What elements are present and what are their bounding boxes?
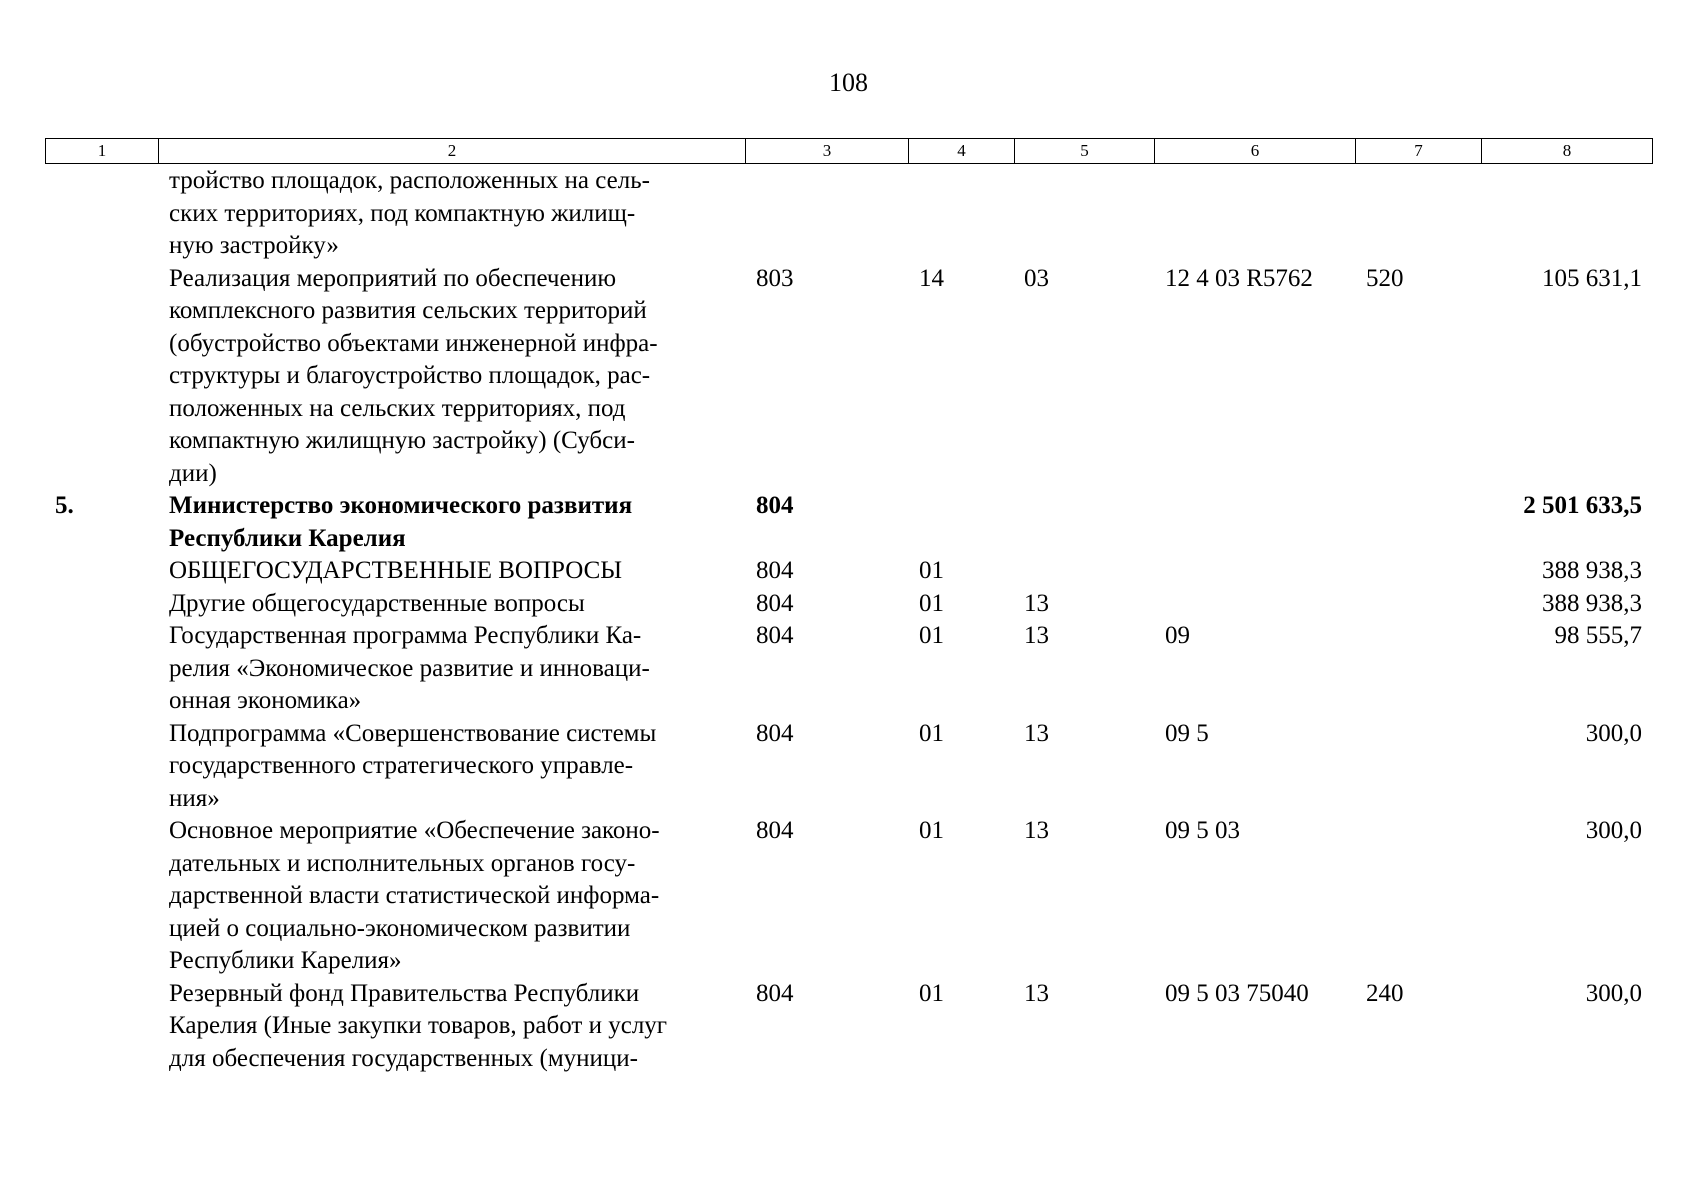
row-number: 5.: [55, 492, 74, 519]
section-code: [908, 490, 1014, 555]
amount: 388 938,3: [1542, 589, 1642, 617]
budget-table-body: [45, 165, 1652, 1075]
column-number-header: [45, 138, 1653, 164]
ministry-code: 803: [756, 264, 794, 292]
row-number: [45, 718, 158, 816]
ministry-code: [745, 165, 908, 263]
subsection-code: 13: [1024, 719, 1049, 747]
ministry-code: 804: [756, 817, 794, 844]
row-number: [45, 165, 158, 263]
expense-type-code: [1355, 165, 1481, 263]
header-cell: 4: [909, 139, 1015, 164]
table-row: [45, 718, 1652, 816]
target-article-code: [1154, 588, 1355, 621]
row-number: [45, 978, 158, 1076]
ministry-code: 804: [756, 979, 794, 1007]
ministry-code: 804: [756, 622, 794, 649]
item-name-line: Карелия (Иные закупки товаров, работ и услуг: [169, 1012, 668, 1039]
expense-type-code: 240: [1366, 979, 1404, 1007]
target-article-code: 09 5: [1165, 719, 1209, 747]
item-name-line: структуры и благоустройство площадок, рас-: [169, 362, 651, 389]
header-cell: 1: [46, 139, 159, 164]
item-name-line: компактную жилищную застройку) (Субси-: [169, 427, 635, 454]
amount: 2 501 633,5: [1523, 492, 1642, 519]
item-name-line: ОБЩЕГОСУДАРСТВЕННЫЕ ВОПРОСЫ: [169, 557, 623, 584]
ministry-code: 804: [756, 589, 794, 617]
subsection-code: 03: [1024, 264, 1049, 292]
item-name-line: комплексного развития сельских территорий: [169, 297, 647, 324]
table-row: [45, 620, 1652, 718]
section-code: 14: [919, 264, 944, 292]
header-cell: 7: [1356, 139, 1482, 164]
subsection-code: [1014, 555, 1154, 588]
section-code: 01: [919, 589, 944, 617]
item-name-line: государственного стратегического управле-: [169, 752, 634, 779]
item-name-line: дарственной власти статистической информа-: [169, 882, 660, 909]
item-name-line: дательных и исполнительных органов госу-: [169, 849, 636, 877]
target-article-code: 09 5 03: [1165, 817, 1240, 844]
item-name-line: Резервный фонд Правительства Республики: [169, 979, 640, 1007]
item-name-line: тройство площадок, расположенных на сель-: [169, 167, 650, 194]
expense-type-code: 520: [1366, 264, 1404, 292]
item-name-line: Республики Карелия»: [169, 947, 402, 974]
item-name-line: положенных на сельских территориях, под: [169, 394, 626, 422]
item-name: [158, 263, 745, 491]
header-cell: 3: [746, 139, 909, 164]
item-name: [158, 588, 745, 621]
section-code: 01: [919, 719, 944, 747]
amount: 105 631,1: [1542, 264, 1642, 292]
target-article-code: 09 5 03 75040: [1165, 979, 1309, 1007]
item-name-line: цией о социально-экономическом развитии: [169, 914, 631, 942]
row-number: [45, 620, 158, 718]
expense-type-code: [1355, 815, 1481, 978]
section-code: 01: [919, 979, 944, 1007]
item-name: [158, 490, 745, 555]
target-article-code: 09: [1165, 622, 1190, 649]
ministry-code: 804: [756, 719, 794, 747]
item-name-line: онная экономика»: [169, 687, 362, 714]
item-name-line: Основное мероприятие «Обеспечение законо-: [169, 817, 660, 844]
item-name: [158, 718, 745, 816]
item-name-line: (обустройство объектами инженерной инфра-: [169, 329, 658, 357]
table-row: [45, 263, 1652, 491]
item-name-line: ских территориях, под компактную жилищ-: [169, 199, 636, 227]
subsection-code: 13: [1024, 979, 1049, 1007]
target-article-code: [1154, 165, 1355, 263]
item-name: [158, 620, 745, 718]
target-article-code: [1154, 490, 1355, 555]
amount: 300,0: [1585, 817, 1642, 844]
amount: 300,0: [1585, 719, 1642, 747]
item-name: [158, 165, 745, 263]
item-name-line: Министерство экономического развития: [169, 492, 633, 519]
table-row: [45, 978, 1652, 1076]
item-name-line: Реализация мероприятий по обеспечению: [169, 264, 617, 292]
header-cell: 8: [1482, 139, 1653, 164]
item-name-line: ную застройку»: [169, 232, 339, 259]
target-article-code: [1154, 555, 1355, 588]
section-code: 01: [919, 557, 944, 584]
table-row: [45, 555, 1652, 588]
section-code: 01: [919, 622, 944, 649]
page-number: 108: [829, 68, 868, 97]
table-row: [45, 588, 1652, 621]
expense-type-code: [1355, 555, 1481, 588]
item-name-line: Подпрограмма «Совершенствование системы: [169, 719, 657, 747]
header-cell: 6: [1155, 139, 1356, 164]
row-number: [45, 263, 158, 491]
item-name: [158, 815, 745, 978]
subsection-code: [1014, 490, 1154, 555]
item-name-line: ния»: [169, 784, 220, 812]
row-number: [45, 588, 158, 621]
item-name: [158, 978, 745, 1076]
amount: 388 938,3: [1542, 557, 1642, 584]
header-cell: 2: [159, 139, 746, 164]
header-cell: 5: [1015, 139, 1155, 164]
amount: 98 555,7: [1554, 622, 1642, 649]
subsection-code: [1014, 165, 1154, 263]
table-row: [45, 815, 1652, 978]
expense-type-code: [1355, 620, 1481, 718]
subsection-code: 13: [1024, 817, 1049, 844]
amount: [1481, 165, 1652, 263]
ministry-code: 804: [756, 557, 794, 584]
section-code: 01: [919, 817, 944, 844]
item-name-line: релия «Экономическое развитие и инноваци-: [169, 654, 650, 682]
item-name-line: Республики Карелия: [169, 524, 406, 552]
expense-type-code: [1355, 588, 1481, 621]
item-name-line: для обеспечения государственных (муници-: [169, 1044, 639, 1072]
amount: 300,0: [1585, 979, 1642, 1007]
item-name: [158, 555, 745, 588]
section-code: [908, 165, 1014, 263]
expense-type-code: [1355, 490, 1481, 555]
target-article-code: 12 4 03 R5762: [1165, 264, 1313, 292]
subsection-code: 13: [1024, 622, 1049, 649]
table-row: [45, 165, 1652, 263]
expense-type-code: [1355, 718, 1481, 816]
row-number: [45, 815, 158, 978]
item-name-line: Другие общегосударственные вопросы: [169, 589, 585, 617]
table-row: [45, 490, 1652, 555]
ministry-code: 804: [756, 492, 794, 519]
item-name-line: Государственная программа Республики Ка-: [169, 622, 642, 649]
subsection-code: 13: [1024, 589, 1049, 617]
row-number: [45, 555, 158, 588]
item-name-line: дии): [169, 459, 217, 487]
